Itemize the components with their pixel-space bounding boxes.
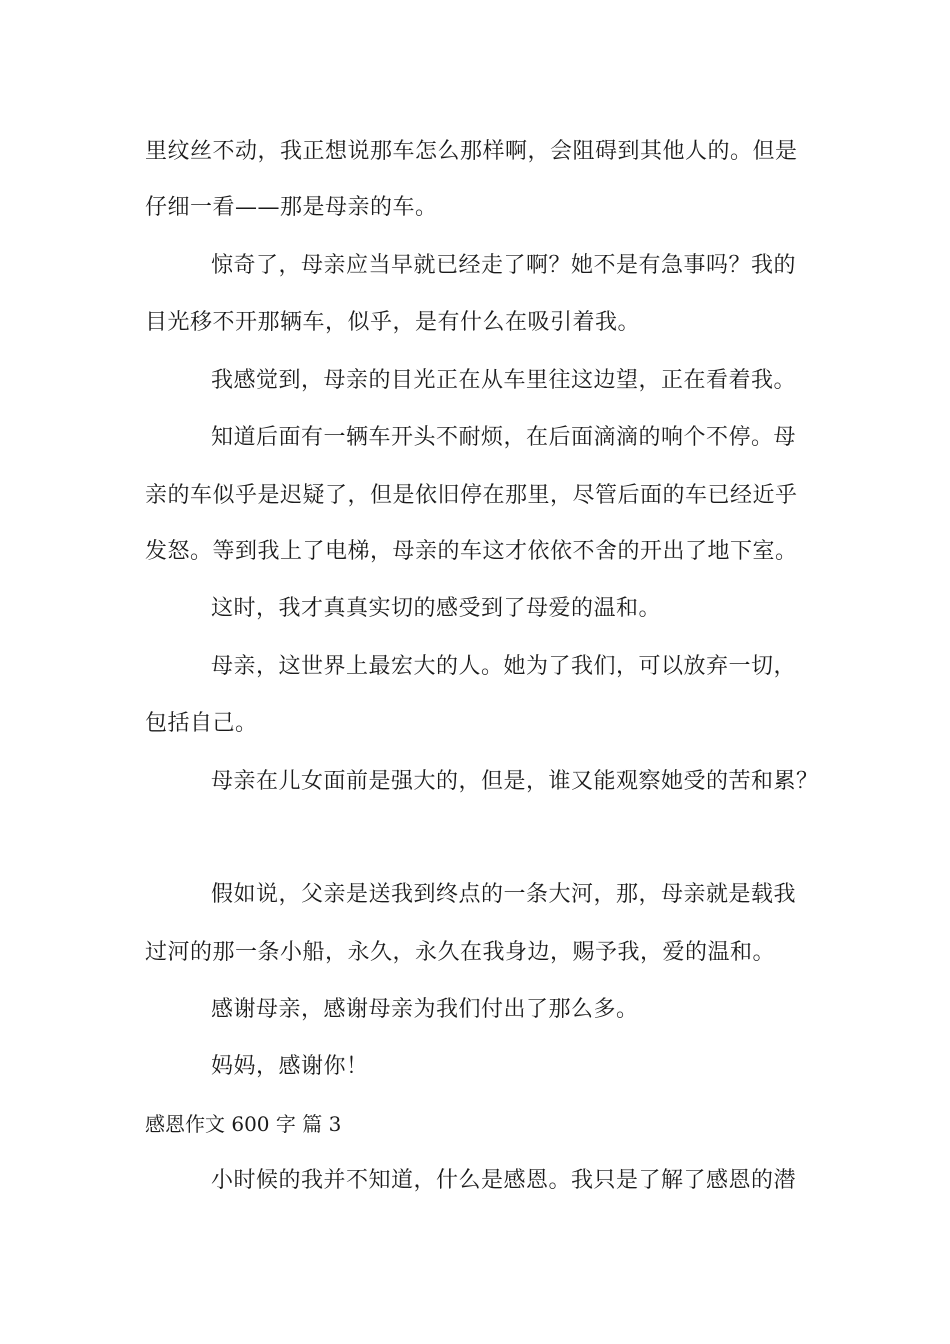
paragraph-line-15: 感谢母亲，感谢母亲为我们付出了那么多。	[211, 997, 639, 1022]
paragraph-line-2: 仔细一看——那是母亲的车。	[145, 195, 438, 220]
paragraph-line-9: 这时，我才真真实切的感受到了母爱的温和。	[211, 596, 662, 621]
paragraph-line-12: 母亲在儿女面前是强大的，但是，谁又能观察她受的苦和累？	[211, 769, 819, 794]
paragraph-line-10: 母亲，这世界上最宏大的人。她为了我们，可以放弃一切，	[211, 654, 797, 679]
paragraph-line-5: 我感觉到，母亲的目光正在从车里往这边望，正在看着我。	[211, 368, 797, 393]
paragraph-line-11: 包括自己。	[145, 711, 258, 736]
section-heading: 感恩作文 600 字 篇 3	[145, 1112, 342, 1136]
paragraph-line-13: 假如说，父亲是送我到终点的一条大河，那，母亲就是载我	[211, 882, 797, 907]
paragraph-line-6: 知道后面有一辆车开头不耐烦，在后面滴滴的响个不停。母	[211, 425, 797, 450]
paragraph-line-8: 发怒。等到我上了电梯，母亲的车这才依依不舍的开出了地下室。	[145, 539, 798, 564]
paragraph-line-4: 目光移不开那辆车，似乎，是有什么在吸引着我。	[145, 310, 641, 335]
paragraph-line-17: 小时候的我并不知道，什么是感恩。我只是了解了感恩的潜	[211, 1168, 797, 1193]
paragraph-line-7: 亲的车似乎是迟疑了，但是依旧停在那里，尽管后面的车已经近乎	[145, 483, 798, 508]
paragraph-line-14: 过河的那一条小船，永久，永久在我身边，赐予我，爱的温和。	[145, 940, 776, 965]
paragraph-line-1: 里纹丝不动，我正想说那车怎么那样啊，会阻碍到其他人的。但是	[145, 139, 798, 164]
paragraph-line-3: 惊奇了，母亲应当早就已经走了啊？她不是有急事吗？我的	[211, 253, 797, 278]
paragraph-line-16: 妈妈，感谢你！	[211, 1054, 369, 1079]
